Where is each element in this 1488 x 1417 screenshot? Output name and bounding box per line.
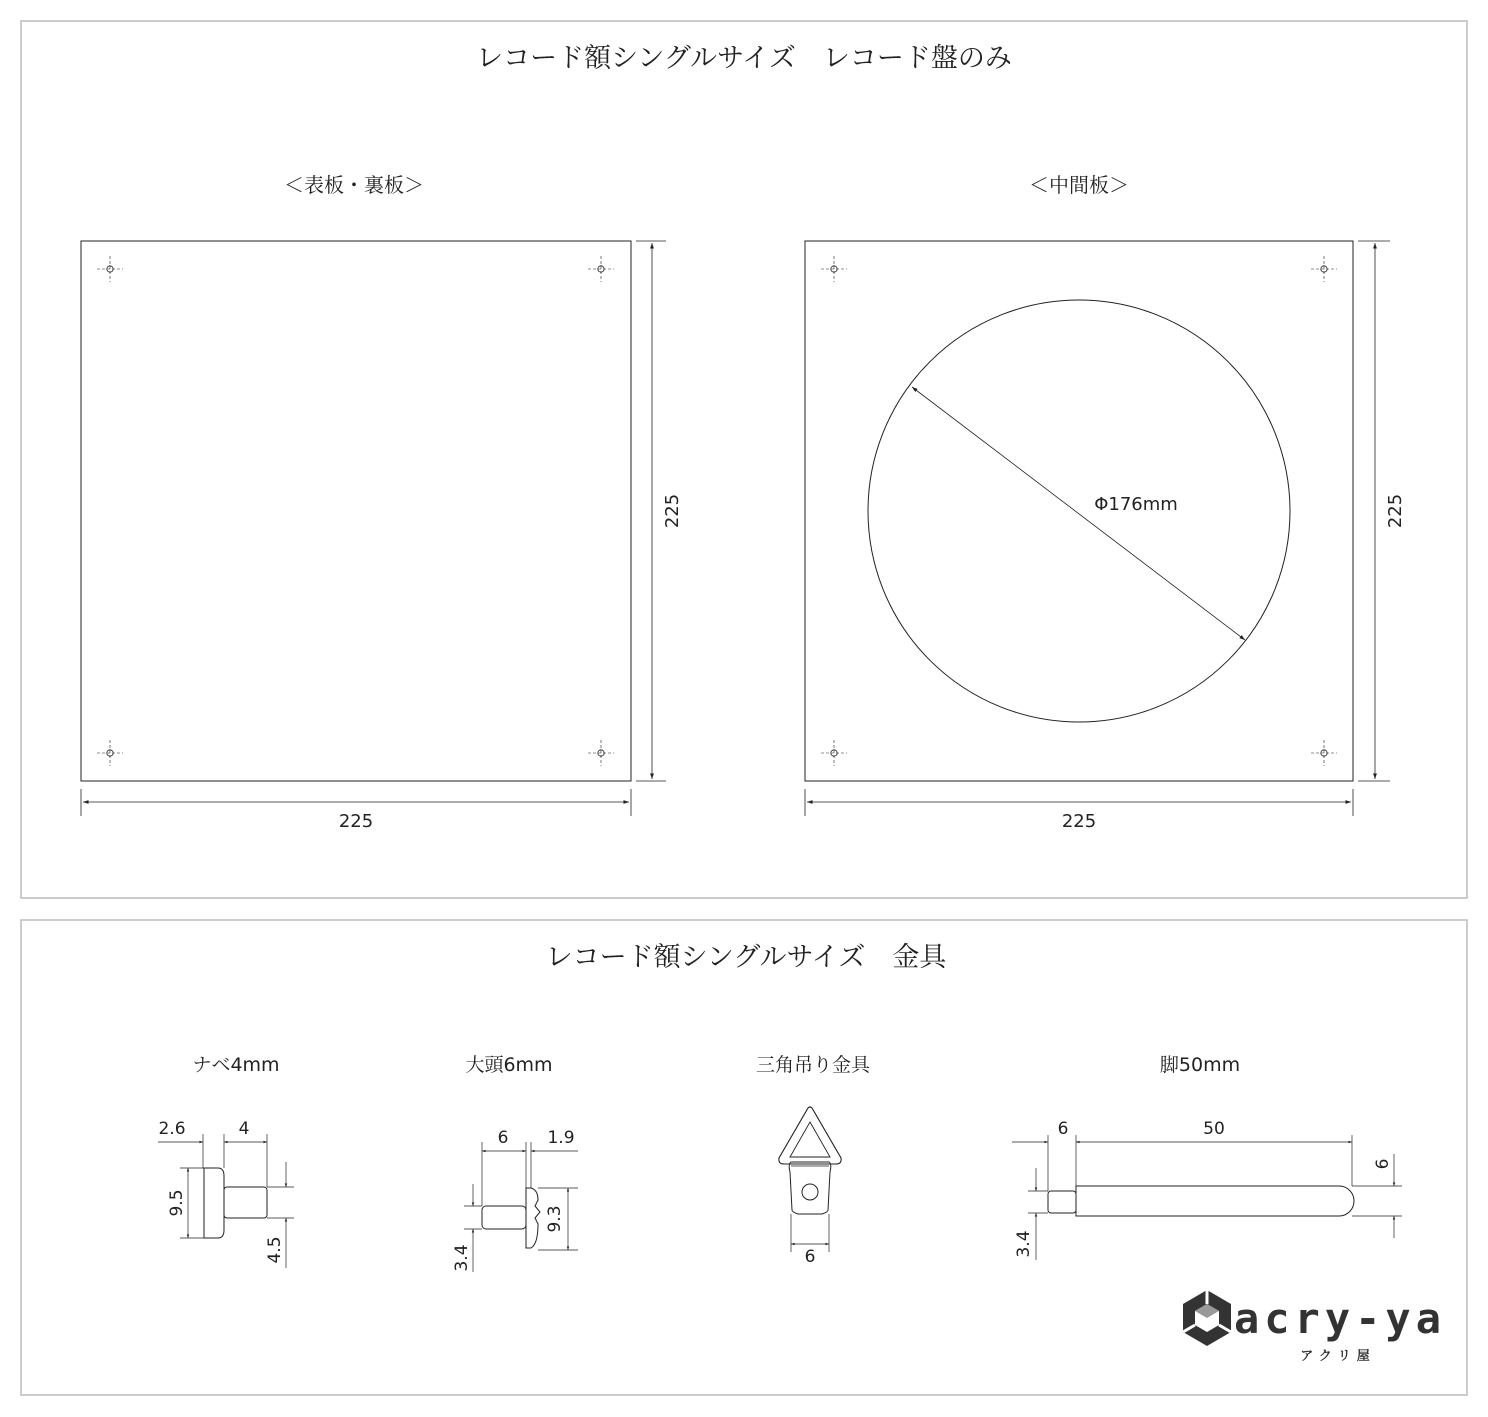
diameter-dimension-label: Φ176mm	[1094, 494, 1178, 515]
top-panel-frame	[21, 21, 1467, 898]
bottom-panel	[21, 920, 1467, 1395]
top-panel	[21, 21, 1467, 898]
width-dimension-label: 225	[338, 811, 374, 832]
dimension-label: 1.9	[547, 1128, 575, 1148]
stand-leg-part	[1012, 1054, 1402, 1260]
large-head-screw-part	[452, 1054, 578, 1272]
part-label: 三角吊り金具	[755, 1054, 871, 1076]
triangle-hanger-part	[756, 1054, 871, 1267]
screw-hole	[588, 740, 614, 766]
dimension-label: 2.6	[158, 1119, 186, 1139]
dimension-label: 3.4	[1014, 1230, 1034, 1258]
screw-hole	[97, 256, 123, 282]
record-cutout-circle	[868, 300, 1290, 722]
screw-hole	[97, 740, 123, 766]
acry-ya-logo	[1183, 1290, 1446, 1364]
part-label: ナベ4mm	[192, 1054, 280, 1076]
screw-hole	[821, 256, 847, 282]
part-label: 脚50mm	[1159, 1054, 1241, 1076]
large-head-screw-shaft	[482, 1206, 526, 1229]
screw-hole	[588, 256, 614, 282]
dimension-label: 6	[497, 1128, 509, 1148]
width-dimension-label: 225	[1061, 811, 1097, 832]
front-back-board-label: ＜表板・裏板＞	[284, 173, 424, 197]
bottom-panel-title: レコード額シングルサイズ 金具	[545, 942, 947, 973]
middle-board-outline	[805, 241, 1353, 781]
dimension-label: 3.4	[452, 1244, 472, 1272]
logo-name: acry-ya	[1233, 1294, 1447, 1343]
top-panel-title: レコード額シングルサイズ レコード盤のみ	[476, 43, 1012, 74]
dimension-label: 6	[804, 1247, 816, 1267]
part-label: 大頭6mm	[465, 1054, 553, 1076]
middle-board-drawing	[805, 241, 1406, 832]
front-back-board-outline	[81, 241, 631, 781]
height-dimension-label: 225	[1385, 493, 1406, 529]
triangle-hanger-ring	[779, 1107, 841, 1164]
stand-leg-body	[1076, 1186, 1354, 1216]
stand-leg-stub	[1048, 1191, 1076, 1213]
middle-board-label: ＜中間板＞	[1029, 173, 1129, 197]
triangle-hanger-hole	[802, 1184, 818, 1200]
dimension-label: 9.5	[167, 1189, 187, 1217]
screw-hole	[1311, 740, 1337, 766]
pan-head-screw-part	[158, 1054, 294, 1268]
front-back-board-drawing	[81, 241, 683, 832]
pan-head-screw-shape	[204, 1168, 224, 1238]
cube-logo-icon	[1183, 1290, 1231, 1346]
height-dimension-label: 225	[662, 493, 683, 529]
screw-hole	[1311, 256, 1337, 282]
dimension-label: 6	[1373, 1158, 1393, 1170]
dimension-label: 50	[1203, 1119, 1225, 1139]
large-head-screw-head	[526, 1188, 540, 1248]
dimension-label: 6	[1057, 1119, 1069, 1139]
triangle-hanger-plate	[789, 1162, 831, 1214]
screw-hole	[821, 740, 847, 766]
logo-subtitle: アクリ屋	[1300, 1349, 1376, 1364]
dimension-label: 4.5	[265, 1236, 285, 1264]
dimension-label: 9.3	[545, 1205, 565, 1233]
dimension-label: 4	[238, 1119, 250, 1139]
pan-head-screw-shaft	[224, 1187, 267, 1218]
diameter-dimension-line	[912, 387, 1245, 640]
